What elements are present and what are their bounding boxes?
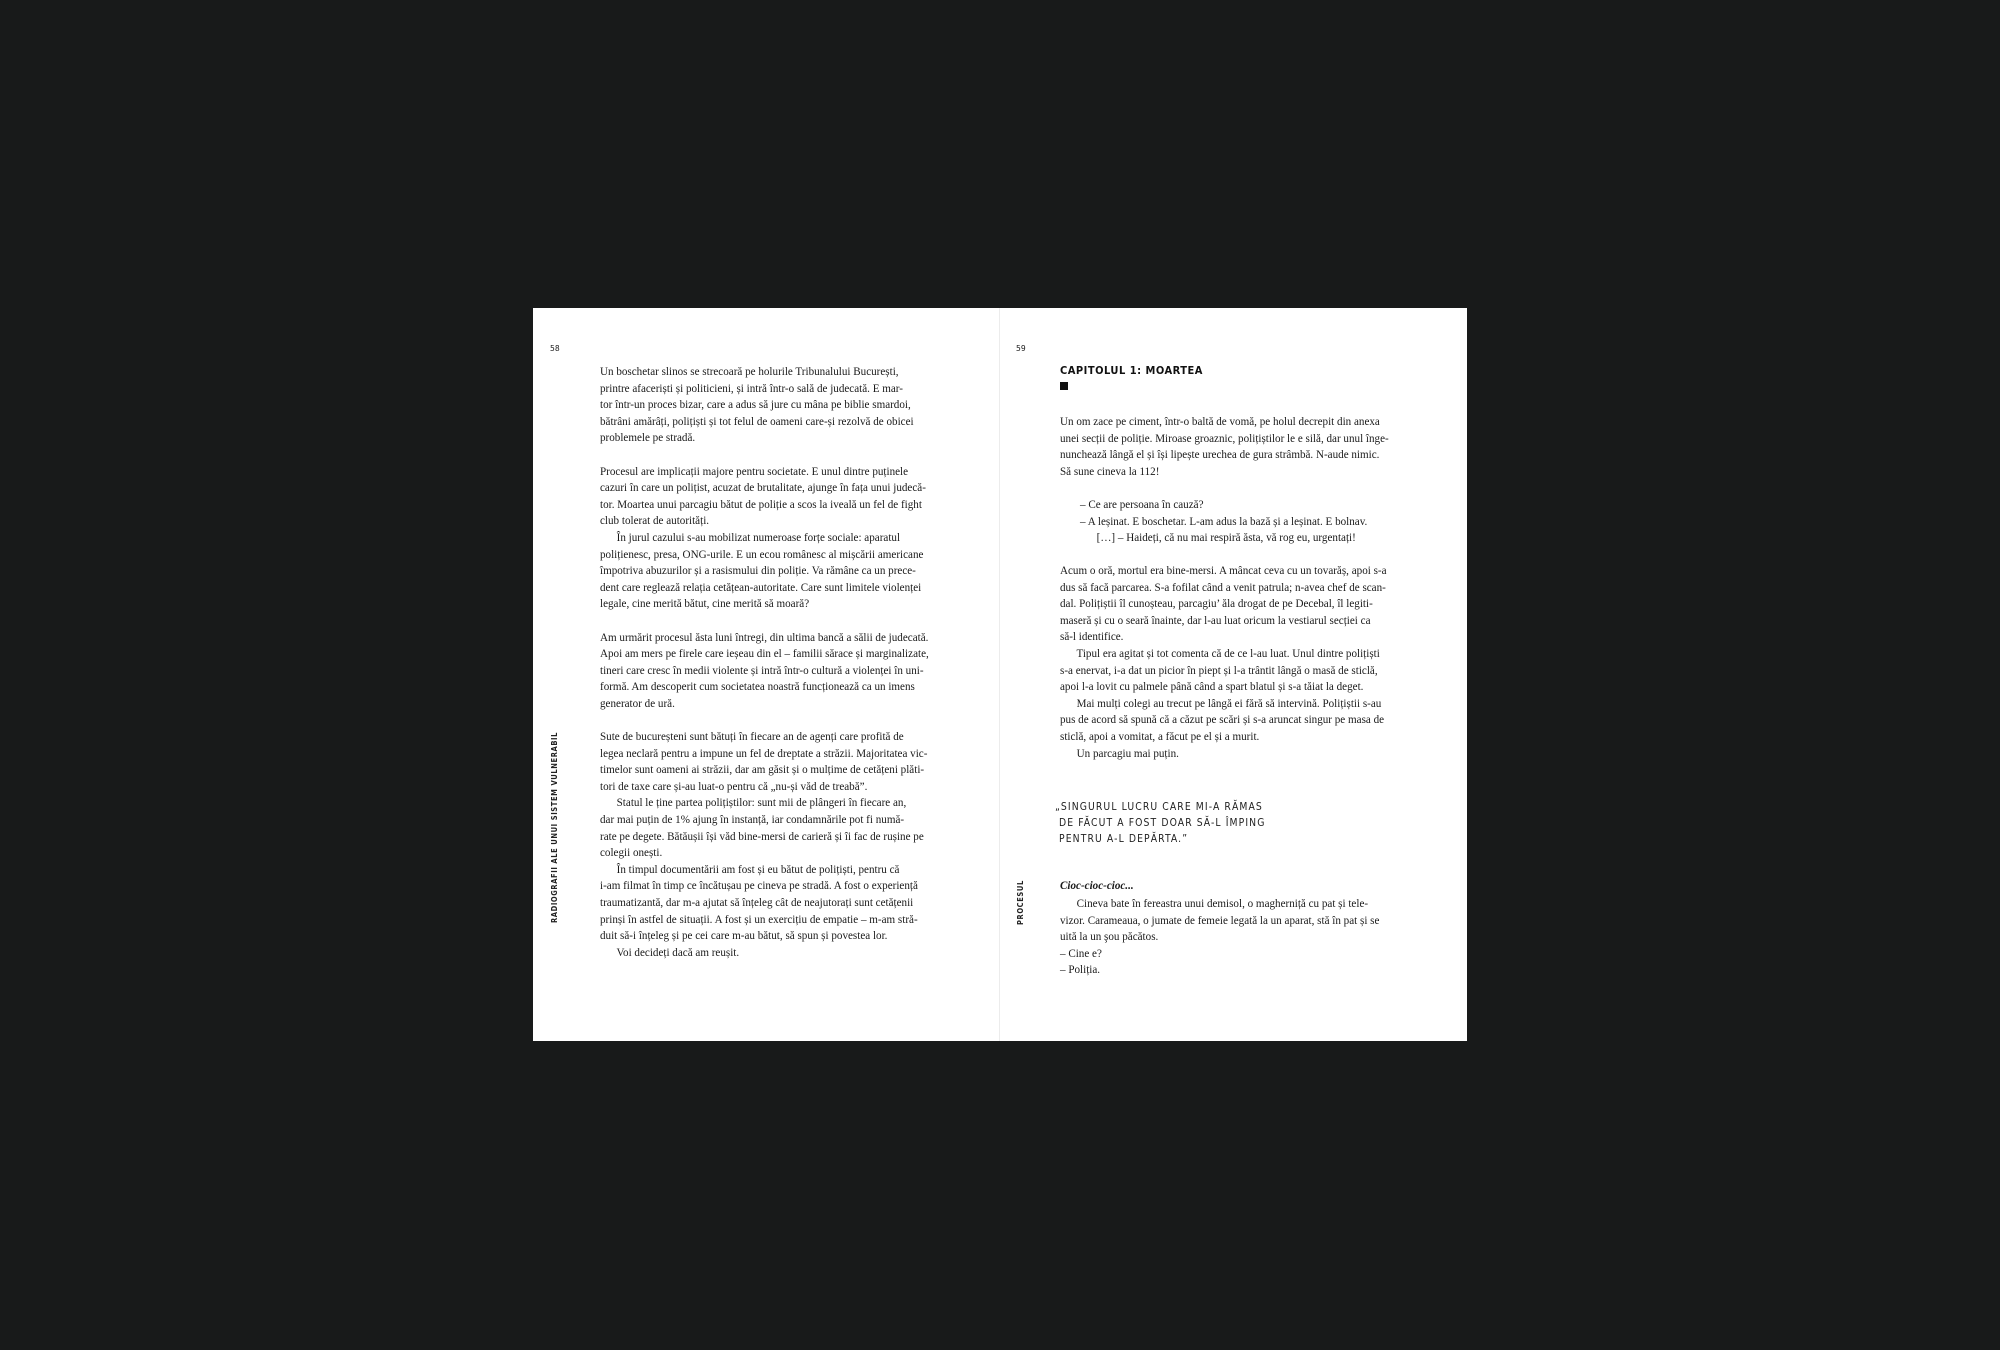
- page-number-right: 59: [1016, 344, 1026, 353]
- chapter-title: CAPITOLUL 1: MOARTEA: [1060, 364, 1203, 377]
- page-number-left: 58: [550, 344, 560, 353]
- page-gutter: [999, 308, 1000, 1041]
- pull-quote: „SINGURUL LUCRU CARE MI-A RĂMAS DE FĂCUT A FOST DOAR SĂ-L ÎMPING PENTRU A-L DEPĂRTA.”: [1055, 801, 1266, 846]
- section-head: Cioc-cioc-cioc...: [1060, 880, 1134, 892]
- running-head-right: PROCESUL: [1016, 880, 1025, 925]
- running-head-left: RADIOGRAFII ALE UNUI SISTEM VULNERABIL: [550, 731, 559, 923]
- body-text-right-main: Acum o oră, mortul era bine-mersi. A mâncat ceva cu un tovarăș, apoi s-a dus să facă parcarea. S-a fofilat când a venit patrula; n-avea chef de scan- dal. Polițiștii îl cunoșteau, parcagiu’ ăla drogat de pe Decebal, îl legiti- maseră și cu o seară înainte, dar l-au luat oricum la vestiarul secției ca să-l identifice. Tipul era agitat și tot comenta că de ce l-au luat. Unul dintre polițiști s-a enervat, i-a dat un picior în piept și l-a trântit lângă o masă de sticlă, apoi l-a lovit cu palmele până când a spart blatul și s-a tăiat la deget. Mai mulți colegi au trecut pe lângă ei fără să intervină. Polițiștii s-au pus de acord să spună că a căzut pe scări și s-a aruncat singur pe masa de sticlă, apoi a vomitat, a făcut pe el și a murit. Un parcagiu mai puțin.: [1060, 565, 1387, 760]
- body-text-right-end: Cineva bate în fereastra unui demisol, o magherniță cu pat și tele- vizor. Carameaua, o jumate de femeie legată la un aparat, stă în pat și se uită la un şou păcătos. – Cine e? – Poliția.: [1060, 898, 1380, 977]
- chapter-square-mark: [1060, 382, 1068, 390]
- dialogue-block: – Ce are persoana în cauză? – A leșinat. E boschetar. L-am adus la bază și a leșinat. E bolnav. […] – Haideți, că nu mai respiră ăsta, vă rog eu, urgentați!: [1080, 499, 1368, 545]
- body-text-right-intro: Un om zace pe ciment, într-o baltă de vomă, pe holul decrepit din anexa unei secții de poliție. Miroase groaznic, polițiștilor le e silă, dar unul înge- nunchează lângă el și își lipește urechea de gura strâmbă. N-aude nimic. Să sune cineva la 112!: [1060, 416, 1389, 478]
- book-spread: [533, 308, 1467, 1041]
- body-text-left: Un boschetar slinos se strecoară pe holurile Tribunalului București, printre afaceriști și politicieni, și intră într-o sală de judecată. E mar- tor într-un proces bizar, care a adus să jure cu mâna pe biblie smardoi, bătrâni amărâți, polițiști și tot felul de oameni care-și rezolvă de obicei problemele pe stradă. Procesul are implicații majore pentru societate. E unul dintre puținele cazuri în care un polițist, acuzat de brutalitate, ajunge în fața unui judecă- tor. Moartea unui parcagiu bătut de poliție a scos la iveală un fel de fight club tolerat de autorități. În jurul cazului s-au mobilizat numeroase forțe sociale: aparatul polițienesc, presa, ONG-urile. E un ecou românesc al mișcării americane împotriva abuzurilor și a rasismului din poliție. Va rămâne ca un prece- dent care reglează relația cetățean-autoritate. Care sunt limitele violenței legale, cine merită bătut, cine merită să moară? Am urmărit procesul ăsta luni întregi, din ultima bancă a sălii de judecată. Apoi am mers pe firele care ieșeau din el – familii sărace și marginalizate, tineri care cresc în medii violente și intră într-o cultură a violenței în uni- formă. Am descoperit cum societatea noastră funcționează ca un imens generator de ură. Sute de bucureșteni sunt bătuți în fiecare an de agenți care profită de legea neclară pentru a impune un fel de dreptate a străzii. Majoritatea vic- timelor sunt oameni ai străzii, dar am găsit și o mulțime de cetățeni plăti- tori de taxe care și-au luat-o pentru că „nu-și văd de treabă”. Statul le ține partea polițiștilor: sunt mii de plângeri în fiecare an, dar mai puțin de 1% ajung în instanță, iar condamnările pot fi numă- rate pe degete. Bătăușii își văd bine-mersi de carieră și îi fac de rușine pe colegii onești. În timpul documentării am fost și eu bătut de polițiști, pentru că i-am filmat în timp ce încătușau pe cineva pe stradă. A fost o experiență traumatizantă, dar m-a ajutat să înțeleg cât de neajutorați sunt cetățenii prinși în astfel de situații. A fost și un exercițiu de empatie – m-am stră- duit să-i înțeleg și pe cei care m-au bătut, să spun și povestea lor. Voi decideți dacă am reușit.: [600, 366, 929, 959]
